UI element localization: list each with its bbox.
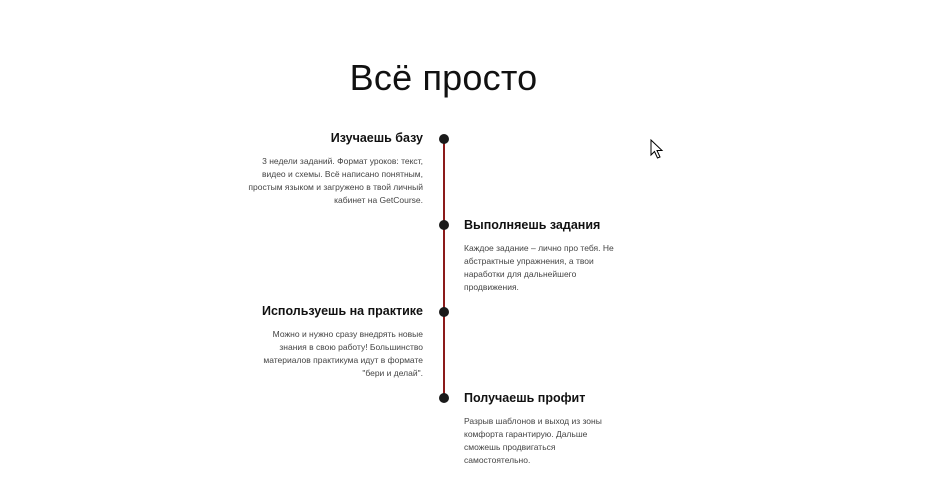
step-title: Выполняешь задания: [464, 218, 601, 232]
step-description: Можно и нужно сразу внедрять новые знания в свою работу! Большинство материалов практикума идут в формате "бери и делай".: [263, 329, 423, 378]
step-description: 3 недели заданий. Формат уроков: текст, видео и схемы. Всё написано понятным, простым языком и загружено в твой личный кабинет на GetCourse.: [248, 156, 423, 205]
timeline-dot-icon: [439, 220, 449, 230]
timeline-step: [464, 391, 614, 467]
step-description: Разрыв шаблонов и выход из зоны комфорта гарантирую. Дальше сможешь продвигаться самостоятельно.: [464, 416, 602, 465]
timeline-line: [443, 139, 445, 398]
timeline-dot-icon: [439, 134, 449, 144]
step-title: Получаешь профит: [464, 391, 586, 405]
timeline-dot-icon: [439, 393, 449, 403]
mouse-pointer-icon: [650, 139, 666, 161]
timeline-step: [248, 304, 423, 380]
step-title: Изучаешь базу: [330, 131, 423, 145]
timeline-step: [248, 131, 423, 207]
step-title: Используешь на практике: [261, 304, 423, 318]
timeline-step: [464, 218, 619, 294]
step-description: Каждое задание – лично про тебя. Не абстрактные упражнения, а твои наработки для дальнейшего продвижения.: [464, 243, 614, 292]
timeline-dot-icon: [439, 307, 449, 317]
section-title: Всё просто: [349, 57, 538, 99]
